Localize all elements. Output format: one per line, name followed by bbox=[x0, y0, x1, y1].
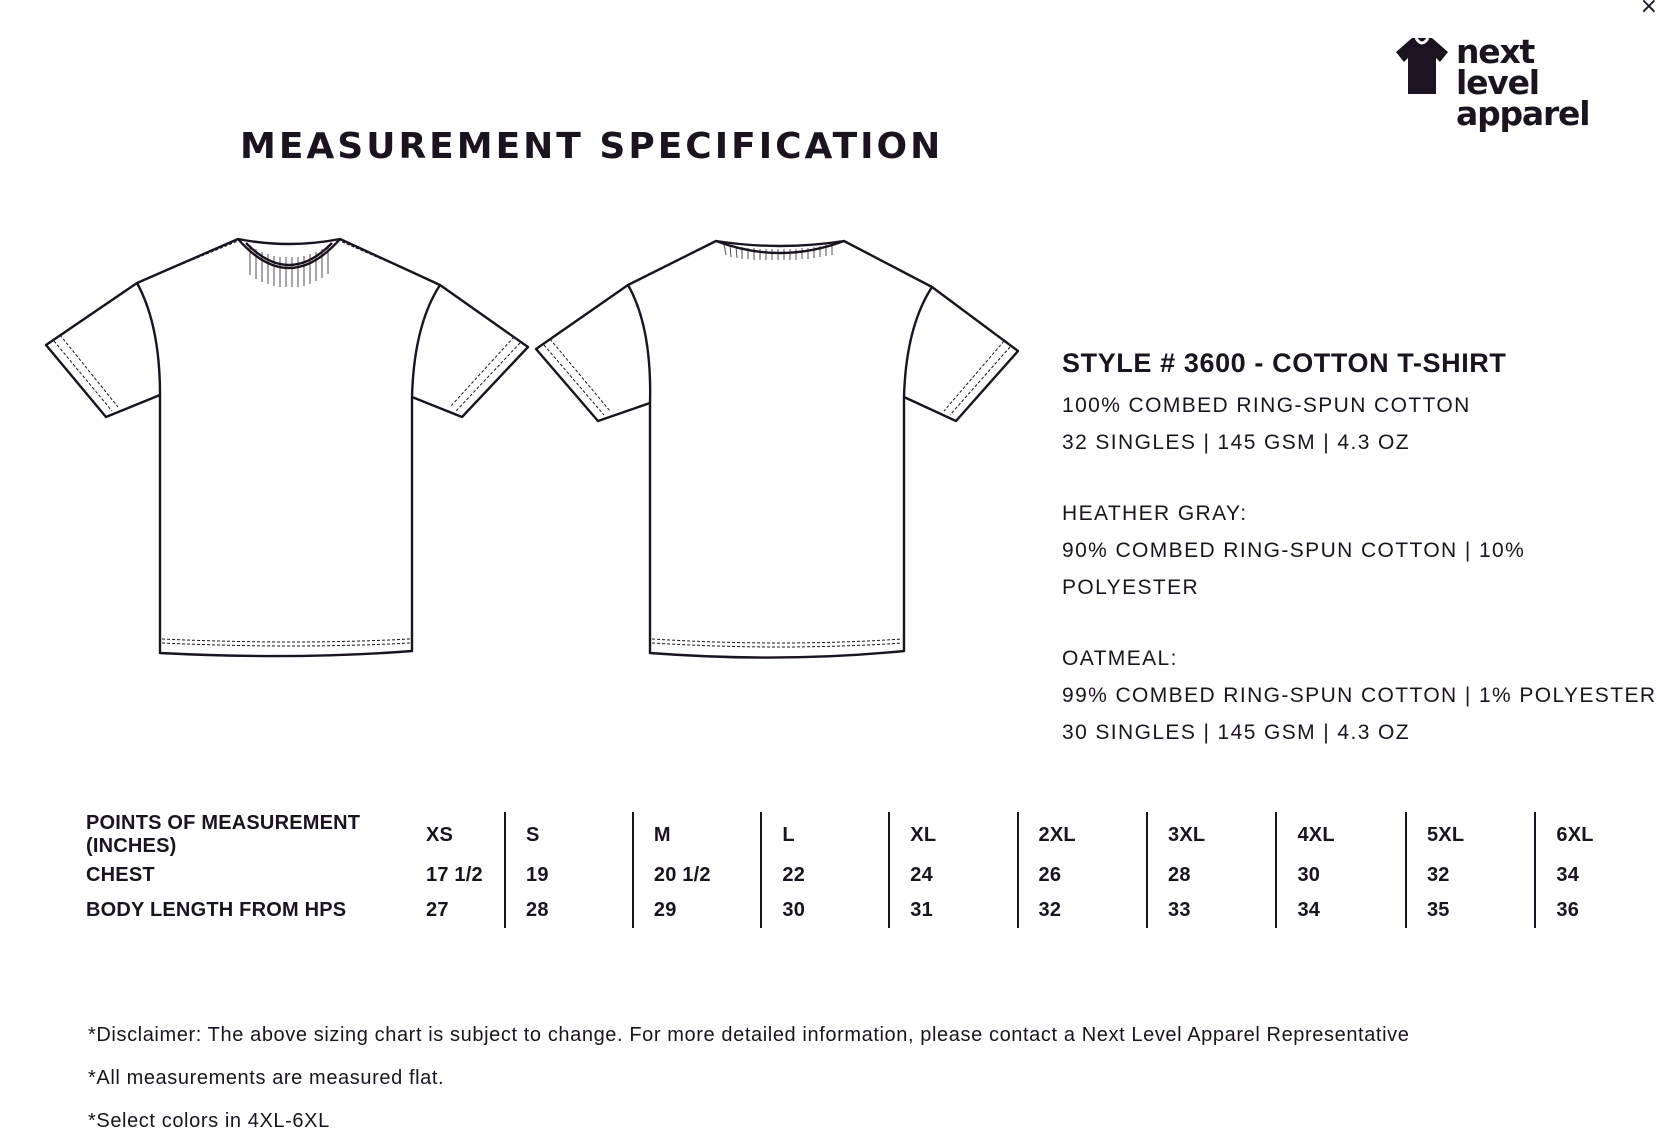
table-cell: 27 bbox=[426, 899, 449, 921]
size-header: 2XL bbox=[1018, 812, 1147, 858]
brand-name-line1: next level bbox=[1456, 32, 1539, 102]
size-header: XS bbox=[426, 823, 454, 846]
size-header: L bbox=[761, 812, 889, 858]
oatmeal-weight: 30 SINGLES | 145 GSM | 4.3 OZ bbox=[1062, 721, 1410, 744]
fabric-content: 100% COMBED RING-SPUN COTTON bbox=[1062, 394, 1471, 417]
close-icon[interactable]: × bbox=[1639, 0, 1658, 19]
table-cell: 28 bbox=[505, 893, 633, 928]
table-cell: 31 bbox=[889, 893, 1017, 928]
table-cell: 22 bbox=[761, 858, 889, 893]
row-label-chest: CHEST bbox=[86, 864, 155, 886]
size-header: 4XL bbox=[1276, 812, 1405, 858]
tshirt-back-illustration bbox=[532, 235, 1022, 685]
size-header: M bbox=[633, 812, 762, 858]
footnotes bbox=[88, 1014, 1409, 1143]
size-header: 5XL bbox=[1406, 812, 1535, 858]
table-cell: 34 bbox=[1276, 893, 1405, 928]
table-cell: 24 bbox=[889, 858, 1017, 893]
table-cell: 28 bbox=[1147, 858, 1276, 893]
table-cell: 36 bbox=[1535, 893, 1664, 928]
fabric-weight: 32 SINGLES | 145 GSM | 4.3 OZ bbox=[1062, 431, 1410, 454]
table-cell: 29 bbox=[633, 893, 762, 928]
brand-name bbox=[1456, 32, 1624, 133]
heather-gray-fabric: 90% COMBED RING-SPUN COTTON | 10% POLYESTER bbox=[1062, 539, 1526, 599]
size-header: S bbox=[505, 812, 633, 858]
table-header-row bbox=[86, 812, 1664, 858]
tshirt-front-illustration bbox=[42, 235, 532, 685]
size-header: 6XL bbox=[1535, 812, 1664, 858]
page-title: MEASUREMENT SPECIFICATION bbox=[240, 126, 944, 167]
table-cell: 26 bbox=[1018, 858, 1147, 893]
table-cell: 34 bbox=[1535, 858, 1664, 893]
brand-logo bbox=[1394, 32, 1624, 133]
oatmeal-label: OATMEAL: bbox=[1062, 647, 1178, 670]
product-specifications bbox=[1062, 348, 1664, 751]
table-row bbox=[86, 858, 1664, 893]
table-row bbox=[86, 893, 1664, 928]
table-cell: 30 bbox=[1276, 858, 1405, 893]
size-chart-table bbox=[86, 812, 1664, 928]
points-of-measurement-header: POINTS OF MEASUREMENT (INCHES) bbox=[86, 812, 361, 857]
table-cell: 17 1/2 bbox=[426, 864, 483, 886]
table-cell: 33 bbox=[1147, 893, 1276, 928]
shirt-logo-icon bbox=[1394, 36, 1450, 96]
table-cell: 20 1/2 bbox=[633, 858, 762, 893]
measured-flat-note: *All measurements are measured flat. bbox=[88, 1067, 445, 1089]
size-header: 3XL bbox=[1147, 812, 1276, 858]
oatmeal-fabric: 99% COMBED RING-SPUN COTTON | 1% POLYESTER bbox=[1062, 684, 1657, 707]
table-cell: 30 bbox=[761, 893, 889, 928]
table-cell: 35 bbox=[1406, 893, 1535, 928]
heather-gray-label: HEATHER GRAY: bbox=[1062, 502, 1248, 525]
size-header: XL bbox=[889, 812, 1017, 858]
table-cell: 32 bbox=[1406, 858, 1535, 893]
style-heading: STYLE # 3600 - COTTON T-SHIRT bbox=[1062, 348, 1507, 378]
table-cell: 19 bbox=[505, 858, 633, 893]
table-cell: 32 bbox=[1018, 893, 1147, 928]
brand-name-line2: apparel bbox=[1456, 94, 1590, 133]
row-label-body-length: BODY LENGTH FROM HPS bbox=[86, 899, 347, 921]
disclaimer-note: *Disclaimer: The above sizing chart is subject to change. For more detailed information, please contact a Next Level Apparel Representative bbox=[88, 1024, 1410, 1046]
select-colors-note: *Select colors in 4XL-6XL bbox=[88, 1110, 330, 1132]
